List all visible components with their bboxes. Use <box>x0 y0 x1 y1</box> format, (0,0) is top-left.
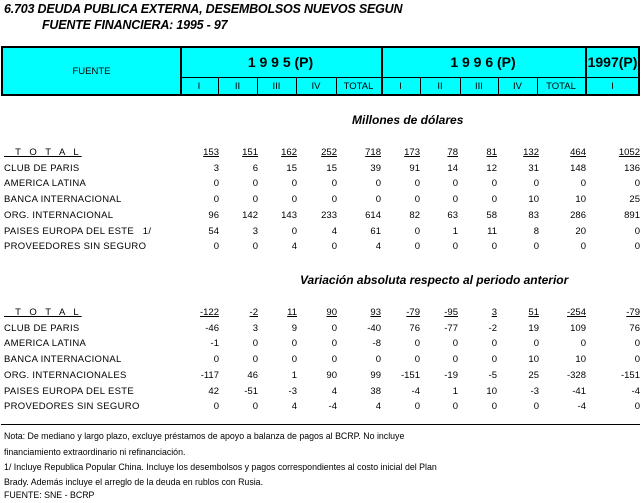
cell-value: 3 <box>252 225 258 237</box>
note-line: Nota: De mediano y largo plazo, excluye préstamos de apoyo a balanza de pagos al BCRP. No incluye <box>4 431 405 441</box>
cell-value: 4 <box>331 385 337 397</box>
cell-value: 151 <box>242 147 258 158</box>
cell-value: 39 <box>370 162 381 174</box>
cell-value: 4 <box>375 241 381 253</box>
cell-value: 0 <box>533 401 539 413</box>
cell-value: 19 <box>528 322 539 334</box>
table-header <box>1 46 640 96</box>
cell-value: 15 <box>326 162 337 174</box>
cell-value: -77 <box>444 322 458 334</box>
cell-value: 11 <box>287 307 297 318</box>
cell-value: -4 <box>631 385 640 397</box>
cell-value: 93 <box>370 307 381 318</box>
cell-value: 148 <box>570 162 586 174</box>
cell-value: 0 <box>414 354 420 366</box>
row-label: ORG. INTERNACIONALES <box>4 369 127 381</box>
table-row <box>0 241 642 257</box>
cell-value: 0 <box>634 225 640 237</box>
table-title-line2: FUENTE FINANCIERA: 1995 - 97 <box>42 18 228 32</box>
cell-value: 614 <box>365 209 381 221</box>
table-row <box>0 323 642 339</box>
cell-value: 0 <box>491 338 497 350</box>
cell-value: -2 <box>249 307 258 318</box>
cell-value: 58 <box>486 209 497 221</box>
cell-value: 3 <box>252 322 258 334</box>
cell-value: -95 <box>444 307 458 318</box>
cell-value: -254 <box>566 307 586 318</box>
cell-value: 0 <box>491 354 497 366</box>
row-label: PROVEEDORES SIN SEGURO <box>4 241 147 253</box>
row-label: PAISES EUROPA DEL ESTE <box>4 385 134 397</box>
cell-value: 0 <box>634 354 640 366</box>
cell-value: 76 <box>629 322 640 334</box>
cell-value: 0 <box>252 354 258 366</box>
cell-value: 0 <box>452 194 458 206</box>
cell-value: 0 <box>213 241 219 253</box>
cell-value: 0 <box>491 241 497 253</box>
header-quarter: III <box>475 80 483 92</box>
cell-value: 10 <box>575 354 586 366</box>
cell-value: 0 <box>634 338 640 350</box>
cell-value: 90 <box>326 307 337 318</box>
cell-value: 10 <box>528 194 539 206</box>
cell-value: 162 <box>281 147 297 158</box>
cell-value: -3 <box>530 385 539 397</box>
row-label: PROVEDORES SIN SEGURO <box>4 401 140 413</box>
cell-value: 78 <box>447 147 458 158</box>
cell-value: -328 <box>566 369 586 381</box>
cell-value: 4 <box>375 401 381 413</box>
cell-value: 0 <box>533 241 539 253</box>
cell-value: 1 <box>291 369 297 381</box>
cell-value: 42 <box>208 385 219 397</box>
cell-value: 12 <box>486 162 497 174</box>
cell-value: 0 <box>331 354 337 366</box>
cell-value: 15 <box>286 162 297 174</box>
cell-value: 9 <box>291 322 297 334</box>
cell-value: -40 <box>367 322 381 334</box>
cell-value: 4 <box>291 401 297 413</box>
table-row <box>0 386 642 402</box>
cell-value: 286 <box>570 209 586 221</box>
cell-value: -117 <box>200 369 219 381</box>
cell-value: 0 <box>331 322 337 334</box>
cell-value: 0 <box>414 225 420 237</box>
cell-value: -46 <box>205 322 219 334</box>
cell-value: 0 <box>580 338 586 350</box>
cell-value: -4 <box>577 401 586 413</box>
header-year: 1 9 9 6 (P) <box>450 54 516 70</box>
table-row <box>0 194 642 210</box>
cell-value: 61 <box>370 225 381 237</box>
cell-value: 0 <box>252 241 258 253</box>
cell-value: -1 <box>210 338 219 350</box>
cell-value: 252 <box>321 147 337 158</box>
cell-value: 0 <box>331 194 337 206</box>
total-row <box>0 307 642 323</box>
cell-value: 0 <box>252 338 258 350</box>
table-row <box>0 354 642 370</box>
cell-value: 10 <box>575 194 586 206</box>
cell-value: 0 <box>252 178 258 190</box>
cell-value: 0 <box>414 401 420 413</box>
cell-value: 109 <box>570 322 586 334</box>
header-quarter: I <box>197 80 201 92</box>
cell-value: 0 <box>634 178 640 190</box>
row-label: BANCA INTERNACIONAL <box>4 354 122 366</box>
cell-value: 0 <box>533 338 539 350</box>
cell-value: 233 <box>321 209 337 221</box>
header-quarter: II <box>234 80 241 92</box>
cell-value: 0 <box>491 178 497 190</box>
row-label: BANCA INTERNACIONAL <box>4 194 122 206</box>
cell-value: -8 <box>372 338 381 350</box>
footer-divider <box>1 424 640 425</box>
cell-value: -3 <box>288 385 297 397</box>
cell-value: 143 <box>281 209 297 221</box>
row-label: CLUB DE PARIS <box>4 162 80 174</box>
cell-value: 11 <box>487 225 497 237</box>
cell-value: 0 <box>491 194 497 206</box>
cell-value: 6 <box>252 162 258 174</box>
cell-value: 0 <box>331 178 337 190</box>
cell-value: -79 <box>626 307 640 318</box>
cell-value: 20 <box>575 225 586 237</box>
cell-value: 0 <box>252 194 258 206</box>
cell-value: -5 <box>488 369 497 381</box>
cell-value: -122 <box>199 307 219 318</box>
cell-value: 0 <box>291 225 297 237</box>
cell-value: 10 <box>528 354 539 366</box>
header-quarter: I <box>611 80 614 92</box>
cell-value: -151 <box>620 369 640 381</box>
table-row <box>0 338 642 354</box>
cell-value: 3 <box>491 307 497 318</box>
cell-value: 0 <box>452 401 458 413</box>
cell-value: 4 <box>291 241 297 253</box>
cell-value: 1 <box>452 225 458 237</box>
cell-value: 76 <box>409 322 420 334</box>
cell-value: 38 <box>370 385 381 397</box>
cell-value: 0 <box>452 178 458 190</box>
cell-value: 0 <box>580 178 586 190</box>
cell-value: -4 <box>328 401 337 413</box>
cell-value: 46 <box>247 369 258 381</box>
cell-value: 81 <box>486 147 497 158</box>
row-label: T O T A L <box>4 147 82 158</box>
cell-value: 0 <box>452 354 458 366</box>
cell-value: 0 <box>331 338 337 350</box>
cell-value: 0 <box>291 194 297 206</box>
cell-value: 718 <box>365 147 381 158</box>
cell-value: 83 <box>528 209 539 221</box>
row-label: T O T A L <box>4 307 82 318</box>
cell-value: 91 <box>409 162 420 174</box>
cell-value: 96 <box>208 209 219 221</box>
header-quarter: III <box>272 80 281 92</box>
cell-value: -79 <box>406 307 420 318</box>
cell-value: -19 <box>444 369 458 381</box>
cell-value: 132 <box>523 147 539 158</box>
cell-value: 0 <box>213 194 219 206</box>
cell-value: 4 <box>331 225 337 237</box>
cell-value: 0 <box>375 178 381 190</box>
row-label: AMERICA LATINA <box>4 338 87 350</box>
header-quarter: IV <box>311 80 321 92</box>
total-row <box>0 147 642 163</box>
table-row <box>0 226 642 242</box>
table-row <box>0 163 642 179</box>
cell-value: 63 <box>447 209 458 221</box>
cell-value: 1052 <box>618 147 640 158</box>
cell-value: 153 <box>203 147 219 158</box>
cell-value: 0 <box>634 241 640 253</box>
cell-value: 0 <box>291 354 297 366</box>
cell-value: 3 <box>213 162 219 174</box>
cell-value: -4 <box>411 385 420 397</box>
cell-value: 0 <box>414 338 420 350</box>
header-quarter: II <box>437 80 443 92</box>
header-year: 1 9 9 5 (P) <box>247 54 314 70</box>
cell-value: 0 <box>291 338 297 350</box>
cell-value: 25 <box>528 369 539 381</box>
cell-value: -51 <box>244 385 258 397</box>
source-line: FUENTE: SNE - BCRP <box>4 490 95 500</box>
table-row <box>0 370 642 386</box>
cell-value: 464 <box>570 147 586 158</box>
cell-value: 90 <box>326 369 337 381</box>
header-quarter: IV <box>513 80 522 92</box>
cell-value: 0 <box>213 401 219 413</box>
cell-value: 0 <box>252 401 258 413</box>
row-label: PAISES EUROPA DEL ESTE 1/ <box>4 225 152 237</box>
row-label: AMERICA LATINA <box>4 178 87 190</box>
cell-value: 0 <box>452 241 458 253</box>
cell-value: 31 <box>528 162 539 174</box>
cell-value: 10 <box>486 385 497 397</box>
note-line: financiamiento extraordinario ni refinanciación. <box>4 447 186 457</box>
cell-value: 0 <box>375 194 381 206</box>
cell-value: 0 <box>375 354 381 366</box>
cell-value: 99 <box>370 369 381 381</box>
section-title: Millones de dólares <box>352 113 464 127</box>
cell-value: 0 <box>414 178 420 190</box>
section-title: Variación absoluta respecto al periodo anterior <box>300 273 569 287</box>
cell-value: 142 <box>242 209 258 221</box>
table-title-line1: 6.703 DEUDA PUBLICA EXTERNA, DESEMBOLSOS NUEVOS SEGUN <box>4 2 403 16</box>
cell-value: 1 <box>452 385 458 397</box>
cell-value: 0 <box>491 401 497 413</box>
cell-value: 136 <box>624 162 640 174</box>
table-row <box>0 401 642 417</box>
cell-value: 0 <box>414 194 420 206</box>
cell-value: 0 <box>331 241 337 253</box>
cell-value: 0 <box>213 354 219 366</box>
cell-value: 0 <box>291 178 297 190</box>
cell-value: 0 <box>533 178 539 190</box>
table-row <box>0 178 642 194</box>
cell-value: 14 <box>447 162 458 174</box>
note-line: Brady. Además incluye el arreglo de la deuda en rublos con Rusia. <box>4 477 264 487</box>
cell-value: 0 <box>580 241 586 253</box>
cell-value: 891 <box>624 209 640 221</box>
cell-value: 8 <box>533 225 539 237</box>
header-quarter: TOTAL <box>343 80 374 92</box>
header-quarter: TOTAL <box>546 80 576 92</box>
header-year: 1997(P) <box>587 54 638 70</box>
cell-value: 51 <box>528 307 539 318</box>
header-quarter: I <box>399 80 402 92</box>
cell-value: 0 <box>213 178 219 190</box>
cell-value: 54 <box>208 225 219 237</box>
cell-value: 0 <box>414 241 420 253</box>
cell-value: 173 <box>404 147 420 158</box>
cell-value: -2 <box>488 322 497 334</box>
cell-value: 82 <box>409 209 420 221</box>
row-label: ORG. INTERNACIONAL <box>4 209 114 221</box>
table-row <box>0 210 642 226</box>
cell-value: 0 <box>452 338 458 350</box>
cell-value: 25 <box>629 194 640 206</box>
cell-value: -41 <box>572 385 586 397</box>
row-label: CLUB DE PARIS <box>4 322 80 334</box>
header-fuente: FUENTE <box>72 65 111 77</box>
note-line: 1/ Incluye Republica Popular China. Incluye los desembolsos y pagos correspondientes al costo inicial del Plan <box>4 462 437 472</box>
cell-value: 0 <box>634 401 640 413</box>
cell-value: -151 <box>400 369 420 381</box>
